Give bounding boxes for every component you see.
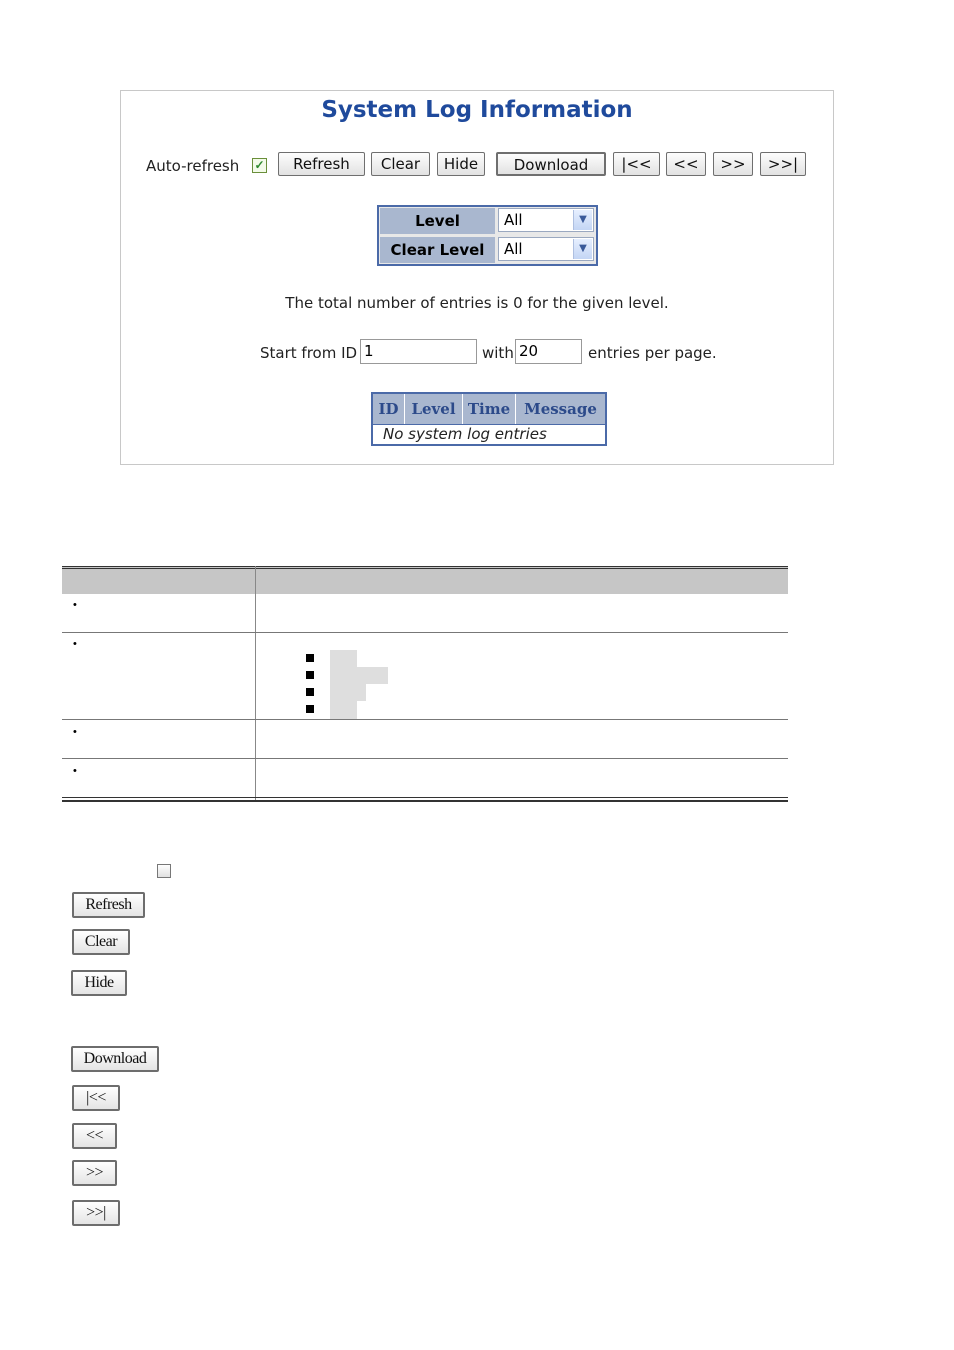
legend-refresh-button[interactable]: Refresh bbox=[72, 892, 145, 918]
list-square bbox=[306, 671, 314, 679]
list-square bbox=[306, 654, 314, 662]
start-id-input[interactable]: 1 bbox=[360, 339, 477, 364]
chevron-down-icon: ▼ bbox=[573, 239, 592, 259]
clear-level-select-value: All bbox=[504, 240, 523, 258]
row-divider bbox=[62, 632, 788, 633]
column-header-time[interactable]: Time bbox=[463, 394, 516, 424]
chevron-down-icon: ▼ bbox=[573, 210, 592, 230]
legend-clear-button[interactable]: Clear bbox=[72, 929, 130, 955]
column-divider bbox=[255, 566, 256, 802]
auto-refresh-checkbox[interactable] bbox=[252, 158, 267, 173]
row-bullet: • bbox=[73, 599, 77, 611]
table-bottom-border bbox=[62, 797, 788, 802]
legend-next-page-button[interactable]: >> bbox=[72, 1160, 117, 1186]
description-table bbox=[62, 566, 788, 802]
entries-per-page-label: entries per page. bbox=[588, 344, 717, 362]
empty-log-message: No system log entries bbox=[383, 425, 547, 443]
legend-download-button[interactable]: Download bbox=[71, 1046, 159, 1072]
clear-level-select[interactable] bbox=[498, 237, 594, 261]
first-page-button[interactable]: |<< bbox=[613, 152, 660, 176]
system-log-panel bbox=[120, 90, 834, 465]
list-square bbox=[306, 705, 314, 713]
level-label: Level bbox=[380, 208, 495, 234]
redacted-block bbox=[357, 667, 388, 684]
row-divider bbox=[62, 758, 788, 759]
hide-button[interactable]: Hide bbox=[437, 152, 485, 176]
next-page-button[interactable]: >> bbox=[713, 152, 753, 176]
level-filter-table bbox=[377, 205, 598, 266]
description-table-header bbox=[62, 566, 788, 594]
clear-button[interactable]: Clear bbox=[371, 152, 430, 176]
level-select-value: All bbox=[504, 211, 523, 229]
refresh-button[interactable]: Refresh bbox=[278, 152, 365, 176]
redacted-block bbox=[330, 650, 357, 720]
legend-prev-page-button[interactable]: << bbox=[72, 1123, 117, 1149]
column-header-level[interactable]: Level bbox=[405, 394, 463, 424]
list-square bbox=[306, 688, 314, 696]
row-bullet: • bbox=[73, 638, 77, 650]
start-from-label: Start from ID bbox=[260, 344, 358, 362]
legend-hide-button[interactable]: Hide bbox=[71, 970, 127, 996]
redacted-block bbox=[357, 684, 366, 701]
prev-page-button[interactable]: << bbox=[666, 152, 706, 176]
with-label: with bbox=[482, 344, 514, 362]
total-entries-text: The total number of entries is 0 for the given level. bbox=[285, 294, 669, 312]
row-bullet: • bbox=[73, 726, 77, 738]
legend-last-page-button[interactable]: >>| bbox=[72, 1200, 120, 1226]
row-bullet: • bbox=[73, 765, 77, 777]
auto-refresh-checkbox-legend[interactable] bbox=[157, 864, 171, 878]
download-button[interactable]: Download bbox=[496, 152, 606, 176]
auto-refresh-label: Auto-refresh bbox=[146, 157, 240, 175]
level-select[interactable] bbox=[498, 208, 594, 232]
system-log-table bbox=[371, 392, 607, 446]
entries-per-page-input[interactable]: 20 bbox=[515, 339, 582, 364]
column-header-id[interactable]: ID bbox=[373, 394, 405, 424]
last-page-button[interactable]: >>| bbox=[760, 152, 806, 176]
page-title: System Log Information bbox=[321, 97, 633, 123]
column-header-message[interactable]: Message bbox=[516, 394, 605, 424]
check-icon: ✓ bbox=[254, 158, 265, 172]
row-divider bbox=[62, 719, 788, 720]
legend-first-page-button[interactable]: |<< bbox=[72, 1085, 120, 1111]
clear-level-label: Clear Level bbox=[380, 237, 495, 263]
